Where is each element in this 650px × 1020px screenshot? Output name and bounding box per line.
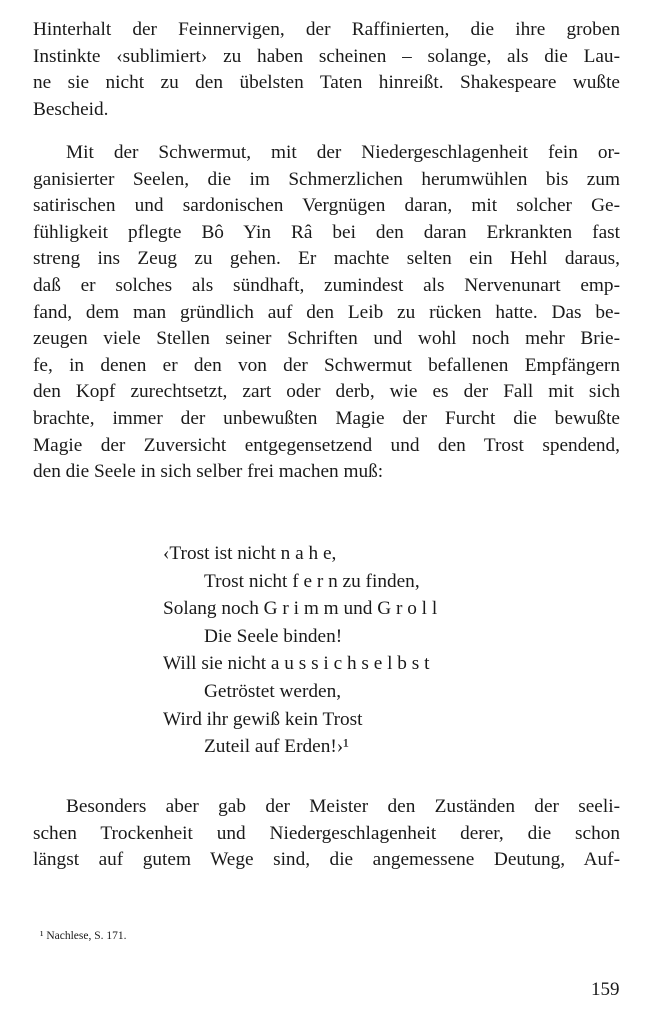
poem-line: ‹Trost ist nicht n a h e,	[163, 543, 337, 564]
poem-quote	[163, 540, 437, 761]
text-line: Hinterhalt der Feinnervigen, der Raffinierten, die ihre groben	[33, 19, 620, 40]
text-line: ganisierter Seelen, die im Schmerzlichen herumwühlen bis zum	[33, 168, 620, 190]
text-line: fühligkeit pflegte Bô Yin Râ bei den daran Erkrankten fast	[33, 221, 620, 243]
text-line: daß er solches als sündhaft, zumindest als Nervenunart emp-	[33, 274, 620, 296]
text-line: streng ins Zeug zu gehen. Er machte selten ein Hehl daraus,	[33, 248, 620, 270]
text-line: den Kopf zurechtsetzt, zart oder derb, wie es der Fall mit sich	[33, 381, 620, 403]
page-number: 159	[591, 979, 620, 1000]
text-line: brachte, immer der unbewußten Magie der Furcht die bewußte	[33, 407, 620, 429]
text-line: Mit der Schwermut, mit der Niedergeschlagenheit fein or-	[66, 142, 620, 163]
text-line: fand, dem man gründlich auf den Leib zu rücken hatte. Das be-	[33, 301, 620, 323]
paragraph-continuation	[33, 17, 620, 123]
text-line: längst auf gutem Wege sind, die angemessene Deutung, Auf-	[33, 849, 620, 871]
text-line: Magie der Zuversicht entgegensetzend und den Trost spendend,	[33, 434, 620, 456]
paragraph-besonders	[33, 794, 620, 874]
poem-line: Wird ihr gewiß kein Trost	[163, 708, 363, 730]
text-line: Besonders aber gab der Meister den Zuständen der seeli-	[66, 796, 620, 817]
poem-line: Trost nicht f e r n zu finden,	[204, 570, 420, 592]
text-line: zeugen viele Stellen seiner Schriften und wohl noch mehr Brie-	[33, 328, 620, 350]
text-line: ne sie nicht zu den übelsten Taten hinreißt. Shakespeare wußte	[33, 72, 620, 94]
paragraph-schwermut	[33, 140, 620, 486]
poem-line: Getröstet werden,	[204, 680, 342, 702]
poem-line: Solang noch G r i m m und G r o l l	[163, 598, 438, 620]
text-line: schen Trockenheit und Niedergeschlagenheit derer, die schon	[33, 822, 620, 844]
poem-line: Will sie nicht a u s s i c h s e l b s t	[163, 653, 430, 675]
text-line: satirischen und sardonischen Vergnügen daran, mit solcher Ge-	[33, 195, 620, 217]
text-line: Instinkte ‹sublimiert› zu haben scheinen – solange, als die Lau-	[33, 45, 620, 67]
poem-line: Zuteil auf Erden!›¹	[204, 736, 349, 758]
footnote: ¹ Nachlese, S. 171.	[40, 930, 127, 942]
poem-line: Die Seele binden!	[204, 625, 343, 647]
text-line: Bescheid.	[33, 98, 109, 120]
text-line: fe, in denen er den von der Schwermut befallenen Empfängern	[33, 354, 620, 376]
text-line: den die Seele in sich selber frei machen muß:	[33, 461, 384, 483]
